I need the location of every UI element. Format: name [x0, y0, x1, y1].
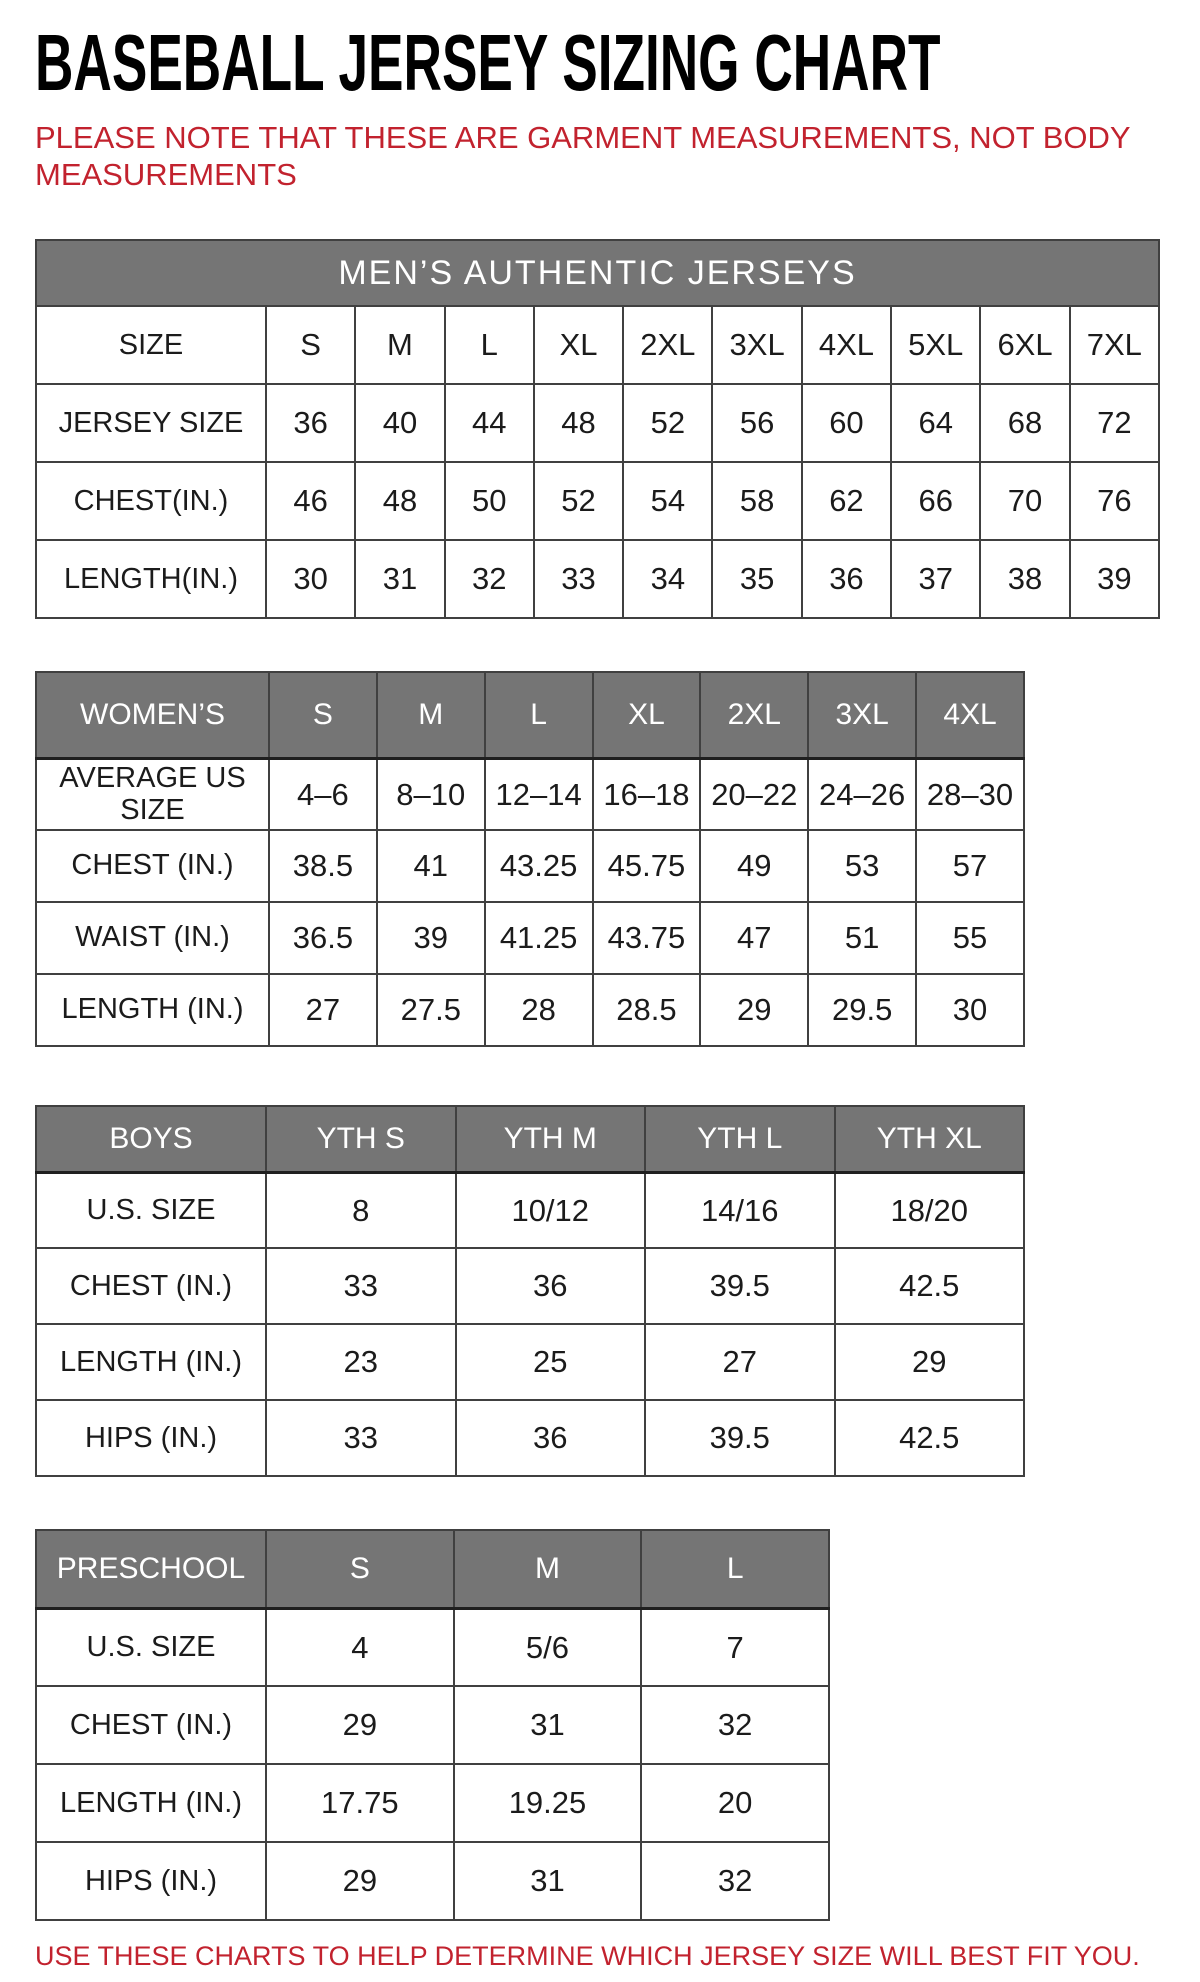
value-cell: 49 [700, 830, 808, 902]
table-row [36, 902, 1024, 974]
value-cell: 12–14 [485, 758, 593, 830]
preschool-sizing-table [35, 1529, 830, 1921]
column-header: 3XL [808, 672, 916, 758]
value-cell: 39 [377, 902, 485, 974]
value-cell: 29 [266, 1686, 454, 1764]
value-cell: 24–26 [808, 758, 916, 830]
value-cell: 28–30 [916, 758, 1024, 830]
value-cell: 5XL [891, 306, 980, 384]
value-cell: 48 [355, 462, 444, 540]
value-cell: 27.5 [377, 974, 485, 1046]
row-label: LENGTH (IN.) [36, 974, 269, 1046]
value-cell: 47 [700, 902, 808, 974]
row-label: U.S. SIZE [36, 1608, 266, 1686]
value-cell: 23 [266, 1324, 456, 1400]
column-header: YTH S [266, 1106, 456, 1172]
value-cell: 52 [623, 384, 712, 462]
value-cell: 32 [641, 1842, 829, 1920]
column-header: L [641, 1530, 829, 1608]
garment-measurement-note [35, 120, 1165, 193]
value-cell: 70 [980, 462, 1069, 540]
value-cell: 28.5 [593, 974, 701, 1046]
value-cell: 30 [916, 974, 1024, 1046]
table-row [36, 1248, 1024, 1324]
value-cell: 31 [355, 540, 444, 618]
value-cell: 42.5 [835, 1248, 1025, 1324]
row-label: WAIST (IN.) [36, 902, 269, 974]
value-cell: 33 [534, 540, 623, 618]
column-header: YTH L [645, 1106, 835, 1172]
table-row [36, 1172, 1024, 1248]
column-header: YTH M [456, 1106, 646, 1172]
womens-sizing-table [35, 671, 1025, 1047]
value-cell: 18/20 [835, 1172, 1025, 1248]
mens-sizing-table [35, 239, 1160, 619]
row-label: LENGTH(IN.) [36, 540, 266, 618]
value-cell: 4–6 [269, 758, 377, 830]
table-row [36, 1324, 1024, 1400]
table-header-row [36, 672, 1024, 758]
value-cell: 20–22 [700, 758, 808, 830]
table-row [36, 540, 1159, 618]
value-cell: M [355, 306, 444, 384]
value-cell: 58 [712, 462, 801, 540]
column-header: S [266, 1530, 454, 1608]
value-cell: 50 [445, 462, 534, 540]
value-cell: 60 [802, 384, 891, 462]
value-cell: 4 [266, 1608, 454, 1686]
value-cell: 46 [266, 462, 355, 540]
value-cell: 2XL [623, 306, 712, 384]
value-cell: 8–10 [377, 758, 485, 830]
note-line-1: PLEASE NOTE THAT THESE ARE GARMENT MEASUREMENTS, NOT BODY [35, 120, 1131, 156]
value-cell: 29 [266, 1842, 454, 1920]
value-cell: 25 [456, 1324, 646, 1400]
row-label: SIZE [36, 306, 266, 384]
value-cell: XL [534, 306, 623, 384]
value-cell: 33 [266, 1400, 456, 1476]
value-cell: 42.5 [835, 1400, 1025, 1476]
value-cell: 29 [700, 974, 808, 1046]
value-cell: 51 [808, 902, 916, 974]
footer-note: USE THESE CHARTS TO HELP DETERMINE WHICH JERSEY SIZE WILL BEST FIT YOU. [35, 1941, 1140, 1972]
table-header-label: WOMEN’S [36, 672, 269, 758]
table-row [36, 1400, 1024, 1476]
value-cell: 40 [355, 384, 444, 462]
boys-sizing-table [35, 1105, 1025, 1477]
row-label: CHEST (IN.) [36, 1248, 266, 1324]
value-cell: 38 [980, 540, 1069, 618]
value-cell: 31 [454, 1842, 642, 1920]
column-header: S [269, 672, 377, 758]
row-label: CHEST (IN.) [36, 830, 269, 902]
value-cell: 56 [712, 384, 801, 462]
value-cell: 29 [835, 1324, 1025, 1400]
column-header: YTH XL [835, 1106, 1025, 1172]
page-title: BASEBALL JERSEY SIZING CHART [35, 18, 941, 108]
value-cell: 5/6 [454, 1608, 642, 1686]
value-cell: 76 [1070, 462, 1159, 540]
row-label: AVERAGE US SIZE [36, 758, 269, 830]
row-label: LENGTH (IN.) [36, 1764, 266, 1842]
value-cell: 39.5 [645, 1400, 835, 1476]
value-cell: 55 [916, 902, 1024, 974]
row-label: U.S. SIZE [36, 1172, 266, 1248]
value-cell: 32 [445, 540, 534, 618]
value-cell: 10/12 [456, 1172, 646, 1248]
row-label: JERSEY SIZE [36, 384, 266, 462]
value-cell: 38.5 [269, 830, 377, 902]
value-cell: 66 [891, 462, 980, 540]
value-cell: 29.5 [808, 974, 916, 1046]
value-cell: 27 [645, 1324, 835, 1400]
value-cell: 19.25 [454, 1764, 642, 1842]
row-label: HIPS (IN.) [36, 1842, 266, 1920]
value-cell: 39 [1070, 540, 1159, 618]
value-cell: 45.75 [593, 830, 701, 902]
value-cell: 8 [266, 1172, 456, 1248]
value-cell: 43.25 [485, 830, 593, 902]
table-header-row [36, 1106, 1024, 1172]
value-cell: 20 [641, 1764, 829, 1842]
table-header-label: BOYS [36, 1106, 266, 1172]
value-cell: 36.5 [269, 902, 377, 974]
value-cell: 14/16 [645, 1172, 835, 1248]
table-row [36, 1686, 829, 1764]
table-row [36, 830, 1024, 902]
value-cell: 17.75 [266, 1764, 454, 1842]
value-cell: 31 [454, 1686, 642, 1764]
value-cell: 35 [712, 540, 801, 618]
value-cell: 36 [266, 384, 355, 462]
column-header: L [485, 672, 593, 758]
value-cell: 27 [269, 974, 377, 1046]
column-header: M [377, 672, 485, 758]
table-row [36, 758, 1024, 830]
value-cell: 64 [891, 384, 980, 462]
row-label: CHEST (IN.) [36, 1686, 266, 1764]
column-header: M [454, 1530, 642, 1608]
value-cell: 16–18 [593, 758, 701, 830]
value-cell: 44 [445, 384, 534, 462]
value-cell: 36 [456, 1248, 646, 1324]
value-cell: 57 [916, 830, 1024, 902]
value-cell: 3XL [712, 306, 801, 384]
value-cell: 62 [802, 462, 891, 540]
column-header: 2XL [700, 672, 808, 758]
row-label: LENGTH (IN.) [36, 1324, 266, 1400]
value-cell: 52 [534, 462, 623, 540]
value-cell: 37 [891, 540, 980, 618]
value-cell: 72 [1070, 384, 1159, 462]
table-row [36, 306, 1159, 384]
row-label: CHEST(IN.) [36, 462, 266, 540]
note-line-2: MEASUREMENTS [35, 156, 297, 192]
table-banner: MEN’S AUTHENTIC JERSEYS [36, 240, 1159, 306]
value-cell: 30 [266, 540, 355, 618]
table-header-row [36, 1530, 829, 1608]
value-cell: 7XL [1070, 306, 1159, 384]
table-header-label: PRESCHOOL [36, 1530, 266, 1608]
table-row [36, 1842, 829, 1920]
table-row [36, 384, 1159, 462]
value-cell: L [445, 306, 534, 384]
value-cell: 33 [266, 1248, 456, 1324]
value-cell: S [266, 306, 355, 384]
value-cell: 48 [534, 384, 623, 462]
table-row [36, 974, 1024, 1046]
column-header: 4XL [916, 672, 1024, 758]
table-row [36, 462, 1159, 540]
value-cell: 28 [485, 974, 593, 1046]
value-cell: 43.75 [593, 902, 701, 974]
value-cell: 32 [641, 1686, 829, 1764]
table-banner-row [36, 240, 1159, 306]
value-cell: 6XL [980, 306, 1069, 384]
table-row [36, 1764, 829, 1842]
column-header: XL [593, 672, 701, 758]
value-cell: 41 [377, 830, 485, 902]
value-cell: 36 [456, 1400, 646, 1476]
table-row [36, 1608, 829, 1686]
value-cell: 7 [641, 1608, 829, 1686]
value-cell: 54 [623, 462, 712, 540]
row-label: HIPS (IN.) [36, 1400, 266, 1476]
value-cell: 34 [623, 540, 712, 618]
value-cell: 39.5 [645, 1248, 835, 1324]
value-cell: 4XL [802, 306, 891, 384]
value-cell: 53 [808, 830, 916, 902]
value-cell: 41.25 [485, 902, 593, 974]
value-cell: 36 [802, 540, 891, 618]
value-cell: 68 [980, 384, 1069, 462]
